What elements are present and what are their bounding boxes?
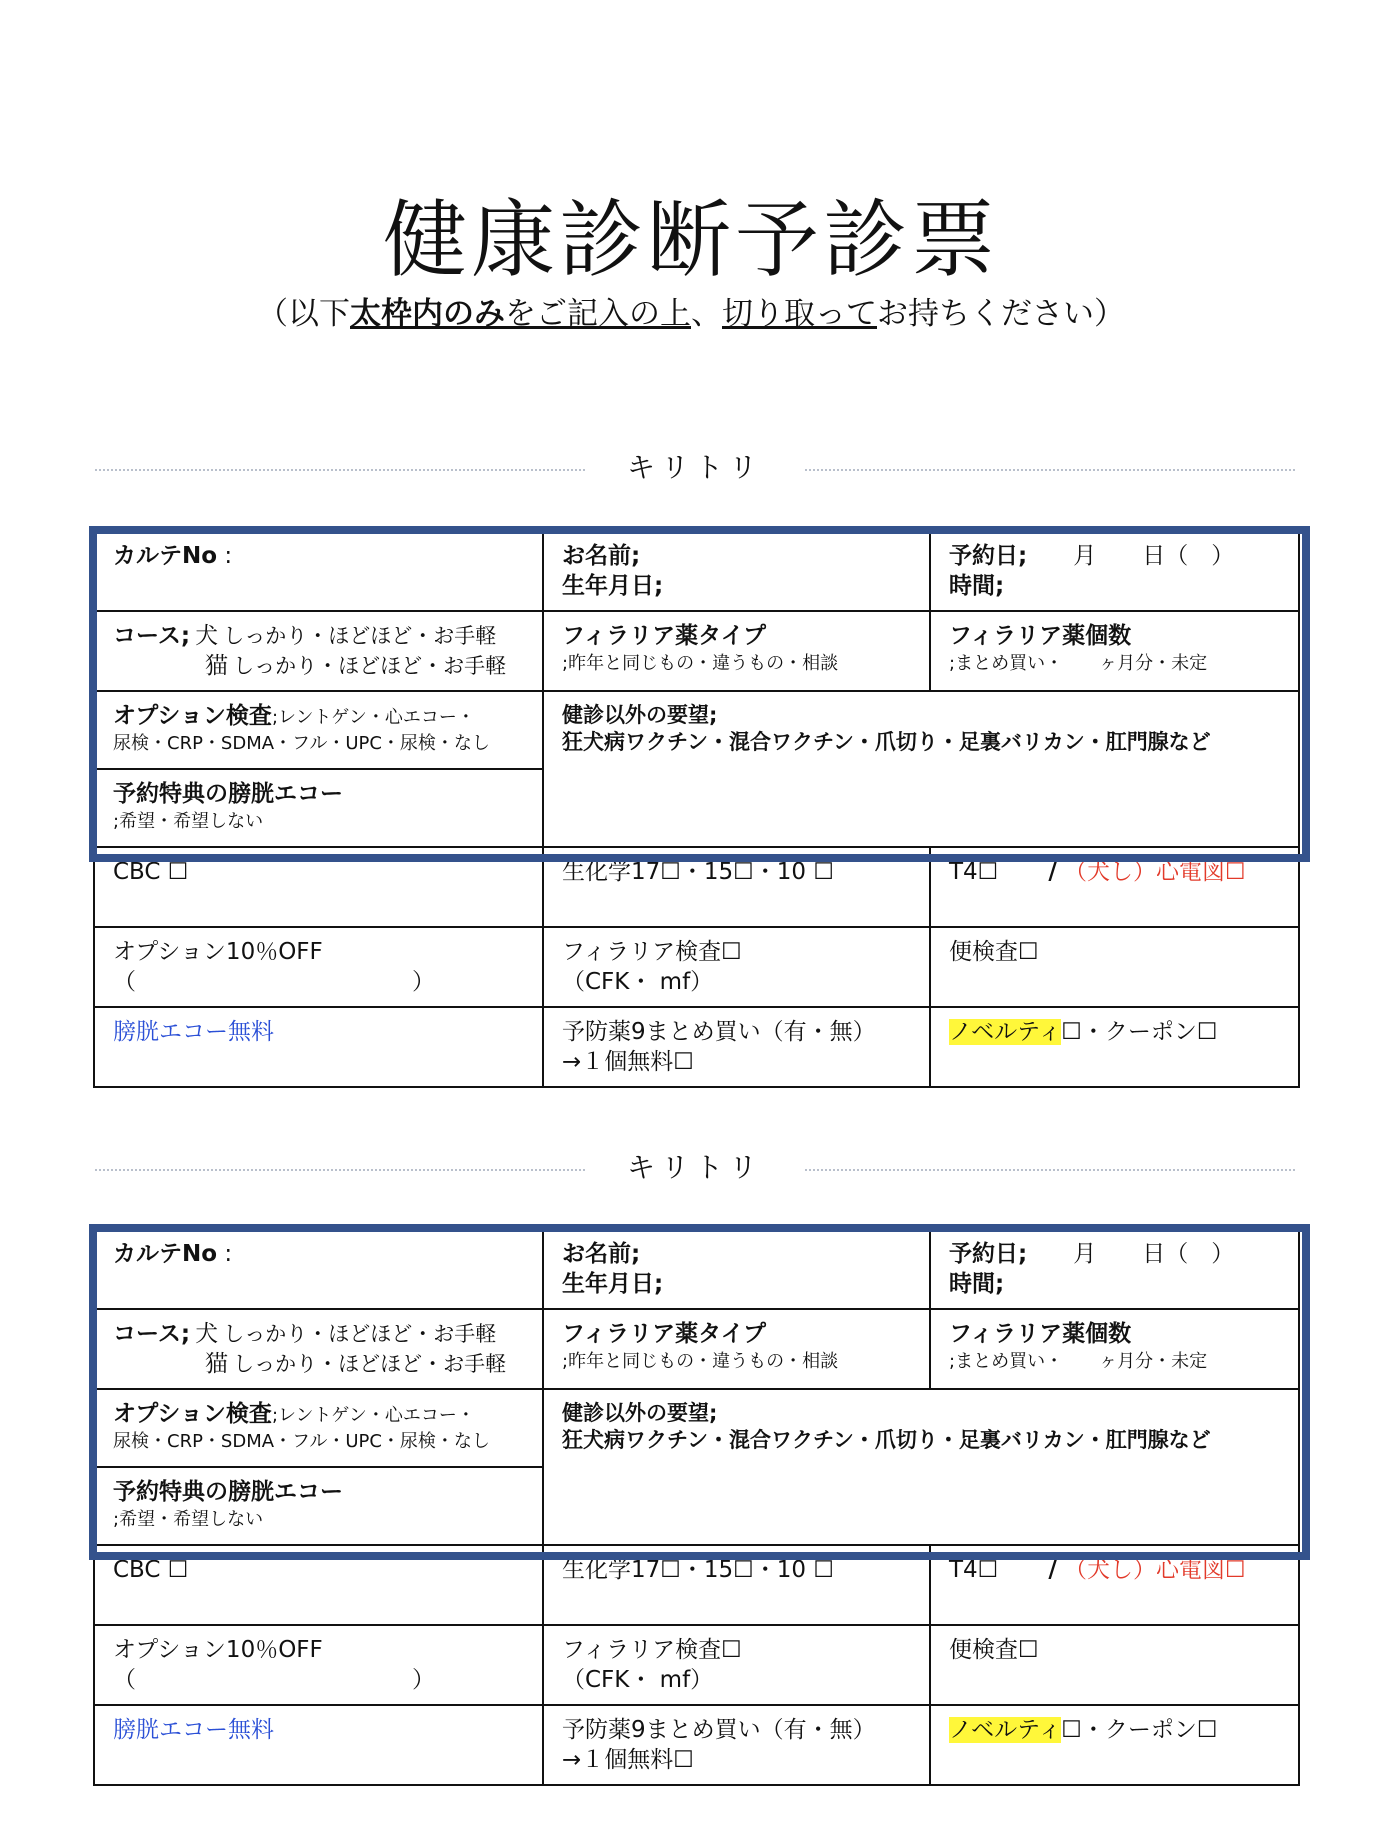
slash: / bbox=[1048, 859, 1057, 885]
stool-checkbox: 便検査☐ bbox=[949, 939, 1039, 965]
course-cat: 猫 bbox=[205, 1350, 228, 1377]
novelty-cell[interactable] bbox=[930, 1007, 1299, 1087]
karte-colon: : bbox=[217, 1241, 233, 1267]
karte-label: カルテNo bbox=[113, 543, 218, 569]
filaria-count-label: フィラリア薬個数 bbox=[949, 1321, 1132, 1347]
name-birth-cell[interactable] bbox=[543, 531, 930, 611]
biochem-checkbox: 生化学17☐・15☐・10 ☐ bbox=[562, 1557, 834, 1583]
prevent-free-checkbox: →１個無料☐ bbox=[562, 1048, 694, 1075]
filaria-count-label: フィラリア薬個数 bbox=[949, 623, 1132, 649]
option10-cell[interactable] bbox=[94, 1625, 543, 1705]
stool-cell[interactable] bbox=[930, 927, 1299, 1007]
bladder-free-text: 膀胱エコー無料 bbox=[113, 1019, 274, 1045]
filaria-test-cell[interactable] bbox=[543, 927, 930, 1007]
novelty-highlight: ノベルティ bbox=[949, 1019, 1062, 1045]
prevent-free-checkbox: →１個無料☐ bbox=[562, 1746, 694, 1773]
request-options: 狂犬病ワクチン・混合ワクチン・爪切り・足裏バリカン・肛門腺など bbox=[562, 730, 1211, 755]
form-table bbox=[93, 1228, 1300, 1786]
name-label: お名前; bbox=[562, 1241, 641, 1267]
karte-cell[interactable] bbox=[94, 1229, 543, 1309]
request-cell[interactable] bbox=[543, 1389, 1299, 1545]
bladder-echo-options: ;希望・希望しない bbox=[113, 1508, 264, 1530]
appt-date-label: 予約日; bbox=[949, 1241, 1028, 1267]
subtitle-open: （以下 bbox=[257, 296, 350, 332]
slash: / bbox=[1048, 1557, 1057, 1583]
filaria-test-cell[interactable] bbox=[543, 1625, 930, 1705]
bladder-echo-label: 予約特典の膀胱エコー bbox=[113, 1479, 343, 1505]
appointment-cell[interactable] bbox=[930, 1229, 1299, 1309]
bladder-free-text: 膀胱エコー無料 bbox=[113, 1717, 274, 1743]
filaria-type-options: ;昨年と同じもの・違うもの・相談 bbox=[562, 652, 839, 674]
subtitle-close: お持ちください） bbox=[877, 296, 1125, 332]
stool-checkbox: 便検査☐ bbox=[949, 1637, 1039, 1663]
cut-dash-left bbox=[95, 1169, 585, 1171]
option-exam-options2: 尿検・CRP・SDMA・フル・UPC・尿検・なし bbox=[113, 1430, 490, 1452]
course-cell[interactable] bbox=[94, 1309, 543, 1389]
appt-time-label: 時間; bbox=[949, 1270, 1005, 1297]
course-cat: 猫 bbox=[205, 652, 228, 679]
stool-cell[interactable] bbox=[930, 1625, 1299, 1705]
prevent-cell[interactable] bbox=[543, 1705, 930, 1785]
subtitle-sep: 、 bbox=[691, 296, 722, 332]
filaria-test-checkbox: フィラリア検査☐ bbox=[562, 1637, 742, 1663]
t4-ecg-cell[interactable] bbox=[930, 1545, 1299, 1625]
course-cat-options: しっかり・ほどほど・お手軽 bbox=[233, 653, 507, 678]
cbc-cell[interactable] bbox=[94, 847, 543, 927]
subtitle-emphasis: 太枠内のみ bbox=[350, 296, 505, 332]
cut-dash-right bbox=[805, 469, 1295, 471]
appt-date-label: 予約日; bbox=[949, 543, 1028, 569]
appt-time-label: 時間; bbox=[949, 572, 1005, 599]
cut-label: キリトリ bbox=[626, 451, 763, 484]
filaria-test-types: （CFK・ mf） bbox=[562, 968, 714, 995]
option-exam-label: オプション検査 bbox=[113, 703, 272, 729]
course-label: コース; bbox=[113, 1321, 191, 1347]
course-dog: 犬 bbox=[195, 623, 219, 649]
option10-label: オプション10％OFF bbox=[113, 939, 323, 965]
option-exam-label: オプション検査 bbox=[113, 1401, 272, 1427]
course-dog-options: しっかり・ほどほど・お手軽 bbox=[223, 624, 497, 648]
biochem-cell[interactable] bbox=[543, 847, 930, 927]
filaria-count-options: ;まとめ買い・ ヶ月分・未定 bbox=[949, 1350, 1208, 1372]
filaria-type-label: フィラリア薬タイプ bbox=[562, 1321, 767, 1347]
prevent-bulk-label: 予防薬9まとめ買い（有・無） bbox=[562, 1019, 876, 1045]
option10-label: オプション10％OFF bbox=[113, 1637, 323, 1663]
course-dog-options: しっかり・ほどほど・お手軽 bbox=[223, 1322, 497, 1346]
name-label: お名前; bbox=[562, 543, 641, 569]
cut-line bbox=[95, 1148, 1295, 1188]
instruction-subtitle bbox=[0, 296, 1382, 333]
filaria-type-label: フィラリア薬タイプ bbox=[562, 623, 767, 649]
option-exam-cell[interactable] bbox=[94, 1389, 543, 1467]
option-exam-options2: 尿検・CRP・SDMA・フル・UPC・尿検・なし bbox=[113, 732, 490, 754]
cbc-cell[interactable] bbox=[94, 1545, 543, 1625]
appt-date-fields: 月 日（ ） bbox=[1027, 1241, 1235, 1267]
cut-label: キリトリ bbox=[626, 1151, 763, 1184]
coupon-checkbox: ☐・クーポン☐ bbox=[1061, 1717, 1218, 1743]
karte-cell[interactable] bbox=[94, 531, 543, 611]
request-cell[interactable] bbox=[543, 691, 1299, 847]
appt-date-fields: 月 日（ ） bbox=[1027, 543, 1235, 569]
bladder-echo-label: 予約特典の膀胱エコー bbox=[113, 781, 343, 807]
filaria-test-checkbox: フィラリア検査☐ bbox=[562, 939, 742, 965]
ecg-checkbox: （犬し）心電図☐ bbox=[1064, 1557, 1246, 1583]
option10-cell[interactable] bbox=[94, 927, 543, 1007]
subtitle-part1: をご記入の上 bbox=[505, 296, 691, 332]
option-exam-cell[interactable] bbox=[94, 691, 543, 769]
bladder-free-cell bbox=[94, 1705, 543, 1785]
request-label: 健診以外の要望; bbox=[562, 703, 718, 727]
bladder-echo-cell[interactable] bbox=[94, 769, 543, 847]
bladder-free-cell bbox=[94, 1007, 543, 1087]
course-cell[interactable] bbox=[94, 611, 543, 691]
biochem-cell[interactable] bbox=[543, 1545, 930, 1625]
option-exam-options1: ;レントゲン・心エコー・ bbox=[271, 707, 475, 728]
filaria-type-cell[interactable] bbox=[543, 611, 930, 691]
request-label: 健診以外の要望; bbox=[562, 1401, 718, 1425]
filaria-count-options: ;まとめ買い・ ヶ月分・未定 bbox=[949, 652, 1208, 674]
course-label: コース; bbox=[113, 623, 191, 649]
page-title: 健康診断予診票 bbox=[382, 191, 999, 289]
course-dog: 犬 bbox=[195, 1321, 219, 1347]
bladder-echo-options: ;希望・希望しない bbox=[113, 810, 264, 832]
cbc-checkbox: CBC ☐ bbox=[113, 859, 189, 885]
karte-colon: : bbox=[217, 543, 233, 569]
biochem-checkbox: 生化学17☐・15☐・10 ☐ bbox=[562, 859, 834, 885]
request-options: 狂犬病ワクチン・混合ワクチン・爪切り・足裏バリカン・肛門腺など bbox=[562, 1428, 1211, 1453]
bladder-echo-cell[interactable] bbox=[94, 1467, 543, 1545]
filaria-type-options: ;昨年と同じもの・違うもの・相談 bbox=[562, 1350, 839, 1372]
birth-label: 生年月日; bbox=[562, 572, 664, 599]
filaria-type-cell[interactable] bbox=[543, 1309, 930, 1389]
appointment-cell[interactable] bbox=[930, 531, 1299, 611]
name-birth-cell[interactable] bbox=[543, 1229, 930, 1309]
novelty-highlight: ノベルティ bbox=[949, 1717, 1062, 1743]
coupon-checkbox: ☐・クーポン☐ bbox=[1061, 1019, 1218, 1045]
novelty-cell[interactable] bbox=[930, 1705, 1299, 1785]
cut-dash-left bbox=[95, 469, 585, 471]
t4-checkbox: T4☐ bbox=[949, 859, 999, 885]
t4-checkbox: T4☐ bbox=[949, 1557, 999, 1583]
ecg-checkbox: （犬し）心電図☐ bbox=[1064, 859, 1246, 885]
karte-label: カルテNo bbox=[113, 1241, 218, 1267]
option-exam-options1: ;レントゲン・心エコー・ bbox=[271, 1405, 475, 1426]
cbc-checkbox: CBC ☐ bbox=[113, 1557, 189, 1583]
cut-line bbox=[95, 448, 1295, 488]
prevent-cell[interactable] bbox=[543, 1007, 930, 1087]
t4-ecg-cell[interactable] bbox=[930, 847, 1299, 927]
filaria-count-cell[interactable] bbox=[930, 611, 1299, 691]
filaria-count-cell[interactable] bbox=[930, 1309, 1299, 1389]
birth-label: 生年月日; bbox=[562, 1270, 664, 1297]
cut-dash-right bbox=[805, 1169, 1295, 1171]
subtitle-part2: 切り取って bbox=[722, 296, 877, 332]
course-cat-options: しっかり・ほどほど・お手軽 bbox=[233, 1351, 507, 1376]
option10-blank: （ ） bbox=[113, 1666, 435, 1693]
filaria-test-types: （CFK・ mf） bbox=[562, 1666, 714, 1693]
option10-blank: （ ） bbox=[113, 968, 435, 995]
form-table bbox=[93, 530, 1300, 1088]
prevent-bulk-label: 予防薬9まとめ買い（有・無） bbox=[562, 1717, 876, 1743]
